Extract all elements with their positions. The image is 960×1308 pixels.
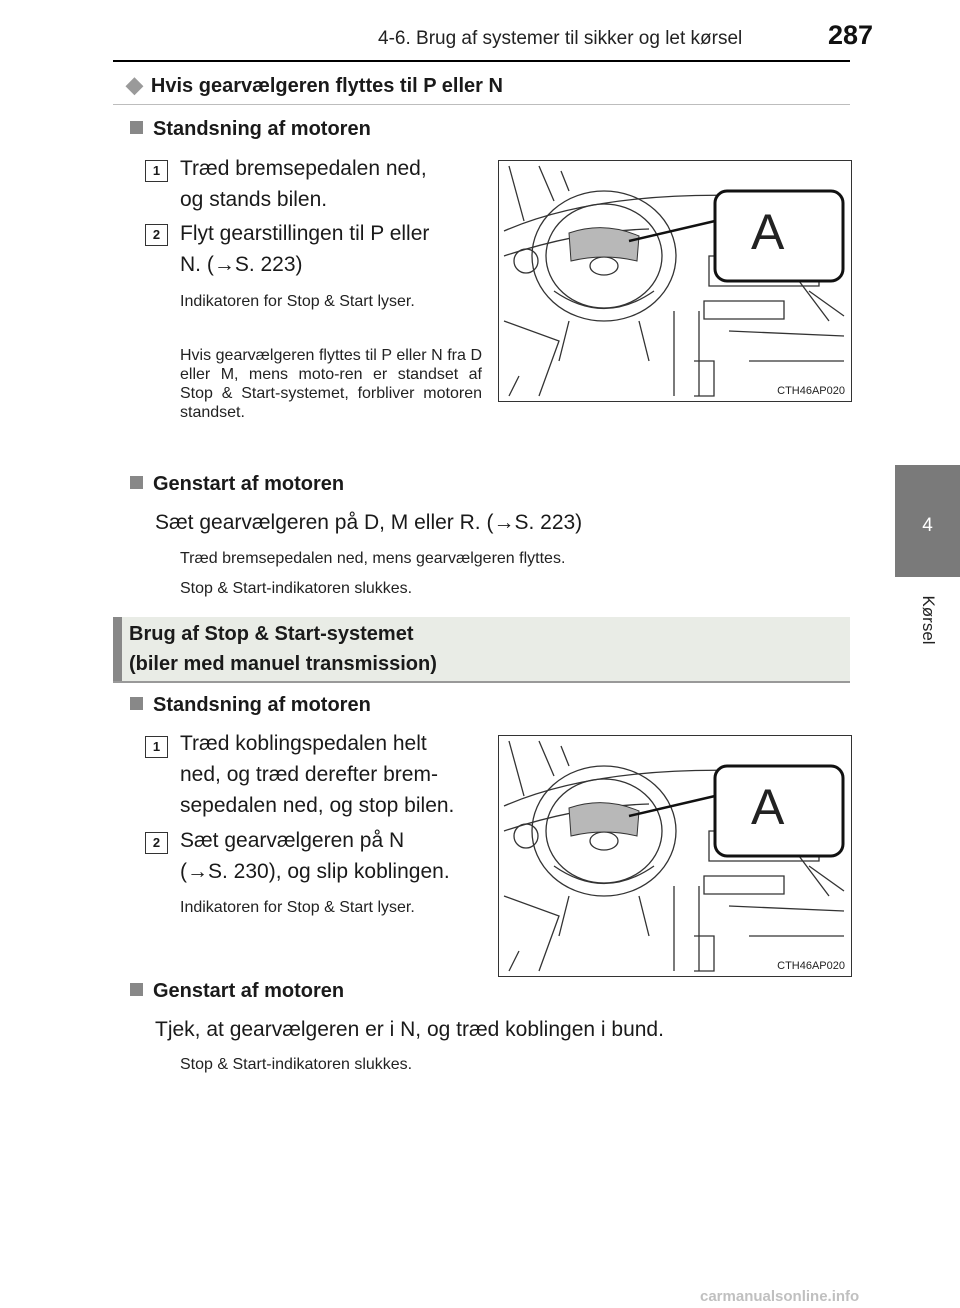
- dashboard-illustration-icon: [499, 161, 851, 401]
- section2-step2-text: [180, 825, 482, 887]
- section1-step2-line2: N. (→S. 223): [180, 253, 303, 276]
- section1-stop-heading-text: Standsning af motoren: [153, 118, 371, 140]
- section2-title-box: [113, 617, 850, 683]
- square-bullet-icon: [130, 697, 143, 710]
- chapter-tab-label-text: Kørsel: [918, 595, 938, 645]
- section2-step1-line3: sepedalen ned, og stop bilen.: [180, 794, 455, 817]
- diamond-bullet-icon: ◆: [126, 72, 143, 97]
- header-divider: [113, 60, 850, 62]
- section1-restart-heading-text: Genstart af motoren: [153, 473, 345, 495]
- section1-restart-note1: Træd bremsepedalen ned, mens gearvælgeren flyttes.: [180, 550, 566, 567]
- section1-divider: [113, 104, 850, 105]
- section2-title-line2: (biler med manuel transmission): [129, 653, 437, 675]
- section1-restart-note2: Stop & Start-indikatoren slukkes.: [180, 580, 413, 597]
- section2-title-bar: [113, 617, 122, 681]
- dashboard-illustration-icon: [499, 736, 851, 976]
- section1-step1-text: [180, 153, 482, 215]
- section2-restart-heading-text: Genstart af motoren: [153, 980, 345, 1002]
- section1-stop-note2: Hvis gearvælgeren flyttes til P eller N fra D eller M, mens moto-ren er standset af Stop & Start-systemet, forbliver motoren standset.: [180, 347, 482, 421]
- dashboard-figure-2: [498, 735, 852, 977]
- section2-title-line1: Brug af Stop & Start-systemet: [129, 623, 414, 645]
- section1-title-text: Hvis gearvælgeren flyttes til P eller N: [150, 75, 503, 97]
- square-bullet-icon: [130, 983, 143, 996]
- figure1-code: CTH46AP020: [777, 385, 845, 397]
- section2-stop-heading-text: Standsning af motoren: [153, 694, 371, 716]
- section1-restart-text: Sæt gearvælgeren på D, M eller R. (→S. 223): [155, 511, 583, 534]
- section2-step2-line1: Sæt gearvælgeren på N: [180, 829, 405, 852]
- step-number-2: 2: [145, 224, 168, 246]
- section2-step1-text: [180, 728, 482, 821]
- figure1-callout-label: A: [751, 204, 785, 260]
- step-number-1: 1: [145, 736, 168, 758]
- section2-step2-line2: (→S. 230), og slip koblingen.: [180, 860, 450, 883]
- step-number-1: 1: [145, 160, 168, 182]
- section1-step2-text: [180, 218, 482, 280]
- chapter-tab-label: [895, 585, 960, 655]
- section1-stop-heading: [130, 118, 371, 141]
- chapter-tab: [895, 465, 960, 577]
- chapter-tab-number: 4: [922, 515, 933, 536]
- section1-step1-line2: og stands bilen.: [180, 188, 328, 211]
- section1-restart-heading: [130, 473, 344, 496]
- square-bullet-icon: [130, 476, 143, 489]
- section2-restart-heading: [130, 980, 344, 1003]
- section2-restart-text: Tjek, at gearvælgeren er i N, og træd koblingen i bund.: [155, 1018, 664, 1041]
- step-number-2: 2: [145, 832, 168, 854]
- chapter-header: 4-6. Brug af systemer til sikker og let kørsel: [378, 28, 743, 49]
- figure2-callout-label: A: [751, 779, 785, 835]
- section1-step1-line1: Træd bremsepedalen ned,: [180, 157, 427, 180]
- section2-stop-heading: [130, 694, 371, 717]
- section1-title: [126, 72, 503, 98]
- section1-step2-line1: Flyt gearstillingen til P eller: [180, 222, 430, 245]
- section2-restart-note1: Stop & Start-indikatoren slukkes.: [180, 1056, 413, 1073]
- figure2-code: CTH46AP020: [777, 960, 845, 972]
- section2-step1-line1: Træd koblingspedalen helt: [180, 732, 427, 755]
- section2-step1-line2: ned, og træd derefter brem-: [180, 763, 438, 786]
- square-bullet-icon: [130, 121, 143, 134]
- watermark: carmanualsonline.info: [700, 1288, 860, 1305]
- section2-stop-note1: Indikatoren for Stop & Start lyser.: [180, 899, 415, 916]
- dashboard-figure-1: [498, 160, 852, 402]
- section1-stop-note1: Indikatoren for Stop & Start lyser.: [180, 293, 415, 310]
- page-number: 287: [828, 20, 874, 50]
